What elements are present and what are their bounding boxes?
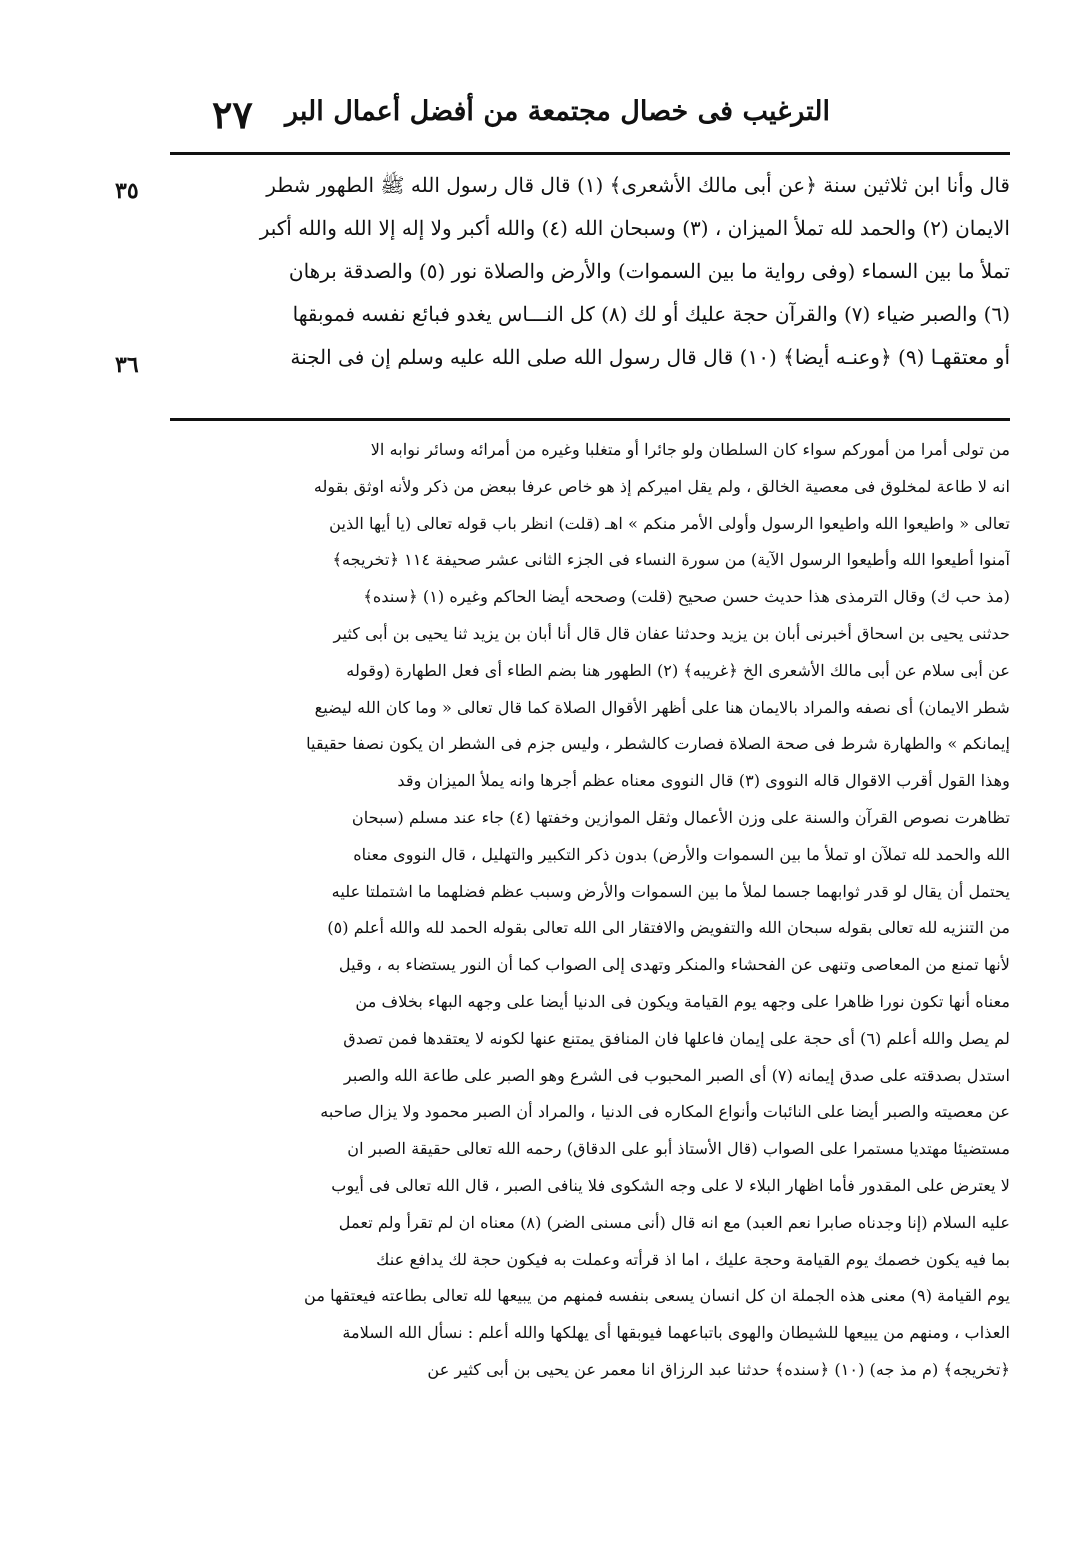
commentary-line: لأنها تمنع من المعاصى وتنهى عن الفحشاء والمنكر وتهدى إلى الصواب كما أن النور يستضاء به ، وقيل [338, 955, 1010, 975]
footnote-divider [170, 418, 1010, 421]
commentary-line: من التنزيه لله تعالى بقوله سبحان الله والتفويض والافتقار الى الله تعالى بقوله الحمد لله والله أعلم (٥) [327, 918, 1010, 938]
commentary-line: لم يصل والله أعلم (٦) أى حجة على إيمان فاعلها فان المنافق يمتنع عنها لكونه لا يعتقدها فمن تصدق [343, 1028, 1010, 1048]
hadith-line: قال وأنا ابن ثلاثين سنة ﴿عن أبى مالك الأشعرى﴾ (١) قال قال رسول الله ﷺ الطهور شطر [266, 173, 1010, 197]
commentary-line: آمنوا أطيعوا الله وأطيعوا الرسول الآية) من سورة النساء فى الجزء الثانى عشر صحيفة ١١٤ ﴿تخريجه﴾ [332, 550, 1010, 570]
hadith-line: أو معتقهـا (٩) ﴿وعنـه أيضا﴾ (١٠) قال قال رسول الله صلى الله عليه وسلم إن فى الجنة [290, 345, 1010, 369]
commentary-line: إيمانكم » والطهارة شرط فى صحة الصلاة فصارت كالشطر ، وليس جزم فى الشطر ان يكون نصفا حقيقيا [306, 734, 1010, 754]
commentary-line: مستضيئا مهتديا مستمرا على الصواب (قال الأستاذ أبو على الدقاق) رحمه الله تعالى حقيقة الصبر ان [347, 1139, 1010, 1159]
commentary-line: العذاب ، ومنهم من يبيعها للشيطان والهوى باتباعهما فيوبقها أى يهلكها والله أعلم : نسأل الله السلامة [342, 1323, 1010, 1343]
commentary-line: معناه أنها تكون نورا ظاهرا على وجهه يوم القيامة ويكون فى الدنيا أيضا على وجهه البهاء بخلاف من [355, 991, 1010, 1011]
commentary-line: عليه السلام (إنا وجدناه صابرا نعم العبد) مع انه قال (أنى مسنى الضر) (٨) معناه ان لم تقرأ ولم تعمل [338, 1212, 1010, 1232]
commentary-line: استدل بصدقته على صدق إيمانه (٧) أى الصبر المحبوب فى الشرع وهو الصبر على طاعة الله والصبر [343, 1065, 1010, 1085]
commentary-line: وهذا القول أقرب الاقوال قاله النووى (٣) قال النووى معناه عظم أجرها وانه يملأ الميزان وقد [397, 771, 1010, 791]
commentary-line: الله والحمد لله تملآن او تملأ ما بين السموات والأرض) بدون ذكر التكبير والتهليل ، قال النووى معناه [353, 844, 1010, 864]
hadith-line: (٦) والصبر ضياء (٧) والقرآن حجة عليك أو لك (٨) كل النـــاس يغدو فبائع نفسه فموبقها [292, 302, 1010, 326]
commentary-line: بما فيه يكون خصمك يوم القيامة وحجة عليك ، اما اذ قرأته وعملت به فيكون حجة لك يدافع عنك [376, 1249, 1010, 1269]
commentary-line: يحتمل أن يقال لو قدر ثوابهما جسما لملأ ما بين السموات والأرض وسبب عظم فضلهما ما اشتملتا عليه [331, 881, 1010, 901]
commentary-footnotes [170, 432, 1010, 1389]
commentary-line: (مذ حب ك) وقال الترمذى هذا حديث حسن صحيح (قلت) وصححه أيضا الحاكم وغيره (١) ﴿سنده﴾ [363, 587, 1010, 607]
page-title: الترغيب فى خصال مجتمعة من أفضل أعمال البر [285, 96, 830, 127]
commentary-line: تظاهرت نصوص القرآن والسنة على وزن الأعمال وثقل الموازين وخفتها (٤) جاء عند مسلم (سبحان [351, 807, 1010, 827]
commentary-line: ﴿تخريجه﴾ (م مذ جه) (١٠) ﴿سنده﴾ حدثنا عبد الرزاق انا معمر عن يحيى بن أبى كثير عن [427, 1359, 1010, 1379]
hadith-line: الايمان (٢) والحمد لله تملأ الميزان ، (٣) وسبحان الله (٤) والله أكبر ولا إله إلا الله والله أكبر [259, 216, 1010, 240]
page-header [170, 90, 830, 146]
commentary-line: لا يعترض على المقدور فأما اظهار البلاء لا على وجه الشكوى فلا ينافى الصبر ، قال الله تعالى فى أيوب [331, 1175, 1010, 1195]
header-divider [170, 152, 1010, 155]
commentary-line: من تولى أمرا من أموركم سواء كان السلطان ولو جائرا أو متغلبا وغيره من أمرائه وسائر نوابه الا [370, 440, 1010, 459]
margin-number-35: ٣٥ [115, 178, 139, 204]
commentary-line: عن أبى سلام عن أبى مالك الأشعرى الخ ﴿غريبه﴾ (٢) الطهور هنا بضم الطاء أى فعل الطهارة (وقوله [346, 660, 1010, 680]
hadith-text [170, 164, 1010, 379]
commentary-line: حدثنى يحيى بن اسحاق أخبرنى أبان بن يزيد وحدثنا عفان قال قال أنا أبان بن يزيد ثنا يحيى بن أبى كثير [333, 623, 1010, 643]
commentary-line: انه لا طاعة لمخلوق فى معصية الخالق ، ولم يقل اميركم إذ هو خاص عرفا ببعض من ذكر ولأنه اوثق بقوله [313, 476, 1010, 496]
margin-number-36: ٣٦ [115, 352, 139, 378]
commentary-line: عن معصيته والصبر أيضا على النائبات وأنواع المكاره فى الدنيا ، والمراد أن الصبر محمود ولا يزال صاحبه [320, 1102, 1010, 1122]
hadith-line: تملأ ما بين السماء (وفى رواية ما بين السموات) والأرض والصلاة نور (٥) والصدقة برهان [288, 259, 1010, 283]
commentary-line: يوم القيامة (٩) معنى هذه الجملة ان كل انسان يسعى بنفسه فمنهم من يبيعها لله تعالى بطاعته فيعتقها من [304, 1286, 1010, 1306]
page-number: ٢٧ [212, 92, 253, 137]
commentary-line: تعالى « واطيعوا الله واطيعوا الرسول وأولى الأمر منكم » اهـ (قلت) انظر باب قوله تعالى (يا أيها الذين [329, 513, 1010, 533]
commentary-line: شطر الايمان) أى نصفه والمراد بالايمان هنا على أظهر الأقوال الصلاة كما قال تعالى « وما كان الله ليضيع [314, 697, 1010, 717]
